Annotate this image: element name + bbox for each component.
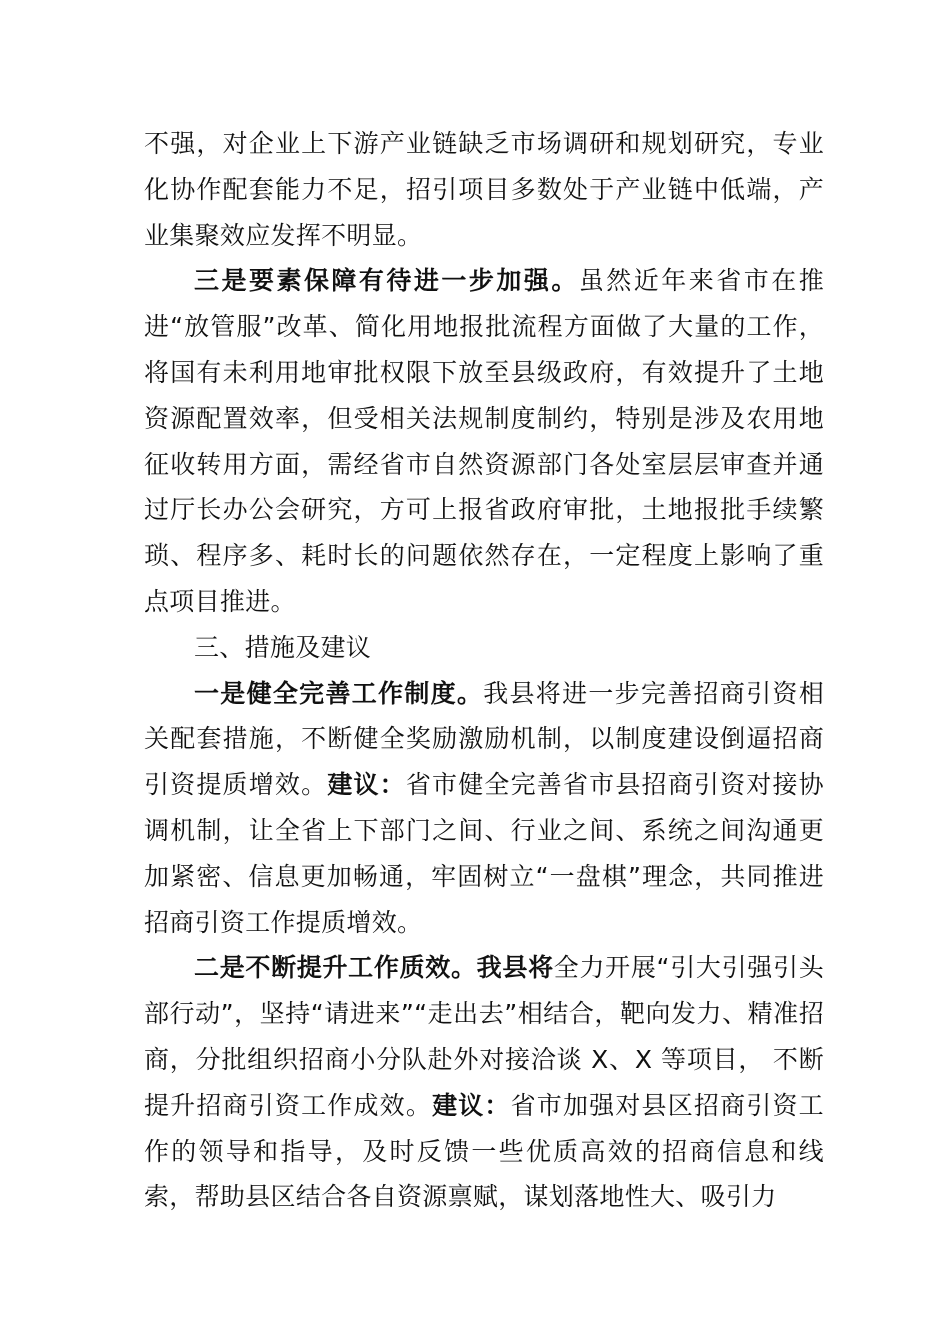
section-heading-text: 三、措施及建议 [194,632,372,662]
text-run: 虽然近年来省市在推进“放管服”改革、简化用地报批流程方面做了大量的工作， 将国有未利用地审批权限下放至县级政府，有效提升了土地资源配置效率，但受相关法规制度制约，特别是涉及农用地征收转用方面，需经省市自然资源部门各处室层层审查并通过厅长办公会研究，方可上报省政府审批，土地报批手续繁琐、程序多、耗时长的问题依然存在，一定程度上影响了重点项目推进。 [144,266,825,616]
suggestion-label: 建议： [432,1090,511,1120]
text-run: 省市加强对县区招商引资工作的领导和指导，及时反馈一些优质高效的招商信息和线索，帮助县区结合各自资源禀赋，谋划落地性大、吸引力 [144,1090,824,1212]
paragraph-2 [144,258,824,624]
paragraph-3 [144,671,824,946]
bold-heading: 三是要素保障有待进一步加强。 [194,266,579,296]
paragraph-1 [144,121,824,258]
text-run: 全力开展“引大引强引头部行动”，坚持“请进来”“走出去”相结合，靶向发力、精准招商，分批组织招商小分队赴外对接洽谈 X、X 等项目， 不断提升招商引资工作成效。 [144,953,824,1120]
section-heading [144,625,824,671]
suggestion-label: 建议： [327,770,406,800]
paragraph-4 [144,945,824,1220]
document-body [144,121,824,1220]
bold-heading: 一是健全完善工作制度。 [194,678,484,708]
bold-heading: 二是不断提升工作质效。我县将 [194,953,554,983]
text-run: 我县将进一步完善招商引资相关配套措施，不断健全奖励激励机制，以制度建设倒逼招商引资提质增效。 [144,678,824,800]
text-run: 省市健全完善省市县招商引资对接协调机制，让全省上下部门之间、行业之间、系统之间沟通更加紧密、信息更加畅通，牢固树立“一盘棋”理念，共同推进招商引资工作提质增效。 [144,770,824,937]
text-run: 不强，对企业上下游产业链缺乏市场调研和规划研究，专业化协作配套能力不足，招引项目多数处于产业链中低端，产业集聚效应发挥不明显。 [144,129,824,250]
